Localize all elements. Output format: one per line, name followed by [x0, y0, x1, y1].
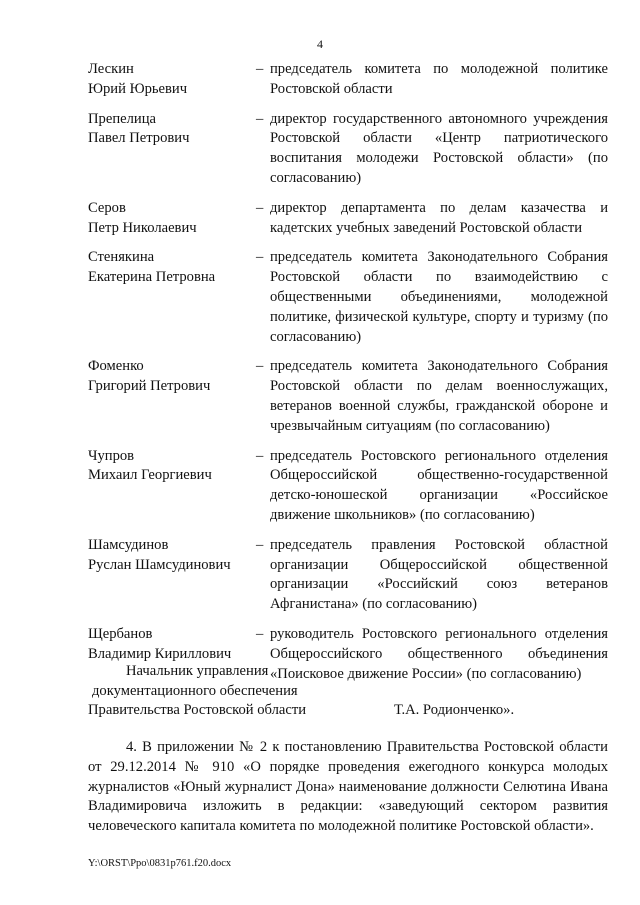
dash: – — [256, 447, 264, 464]
member-surname: Серов — [88, 199, 126, 216]
member-row — [88, 357, 608, 436]
dash: – — [256, 199, 264, 216]
member-surname: Фоменко — [88, 358, 144, 375]
signature-position-text: Правительства Ростовской области — [88, 702, 307, 718]
member-name — [88, 248, 256, 347]
member-role: председатель комитета Законодательного Собрания Ростовской области по взаимодействию с общественными объединениями, молодежной политике, физической культуре, спорту и туризму (по согласованию) — [270, 249, 608, 345]
member-role: руководитель Ростовского регионального отделения Общероссийского общественного объединения «Поисковое движение России» (по согласованию) — [270, 625, 608, 682]
member-row — [88, 60, 608, 100]
member-name — [88, 447, 256, 526]
member-surname: Стенякина — [88, 249, 155, 266]
member-role: председатель правления Ростовской областной организации Общероссийской общественной организации «Российский союз ветеранов Афганистана» (по согласованию) — [270, 536, 608, 613]
member-row — [88, 447, 608, 526]
amendment-paragraph: 4. В приложении № 2 к постановлению Правительства Ростовской области от 29.12.2014 № 910 «О порядке проведения ежегодного конкурса молодых журналистов «Юный журналист Дона» наименование должности Селютина Ивана Владимировича изложить в редакции: «заведующий сектором развития человеческого капитала комитета по молодежной политике Ростовской области». — [88, 739, 608, 835]
members-list — [88, 60, 608, 694]
signature-position-line2: документационного обеспечения — [92, 682, 298, 699]
member-surname: Чупров — [88, 447, 135, 464]
member-given-name: Петр Николаевич — [88, 219, 197, 236]
member-role: директор государственного автономного учреждения Ростовской области «Центр патриотического воспитания молодежи Ростовской области» (по согласованию) — [270, 110, 608, 186]
signature-position-line3 — [88, 701, 608, 721]
member-surname: Шамсудинов — [88, 536, 169, 553]
member-name — [88, 110, 256, 189]
member-surname: Лескин — [88, 61, 134, 77]
signature-block — [88, 662, 608, 721]
member-given-name: Екатерина Петровна — [88, 269, 216, 286]
dash: – — [256, 61, 264, 77]
signature-position-line1: Начальник управления — [126, 663, 269, 679]
page-number: 4 — [317, 37, 323, 51]
member-row — [88, 248, 608, 347]
dash: – — [256, 358, 264, 375]
member-role: директор департамента по делам казачества и кадетских учебных заведений Ростовской области — [270, 199, 608, 236]
member-row — [88, 536, 608, 615]
member-given-name: Юрий Юрьевич — [88, 80, 188, 97]
member-name — [88, 357, 256, 436]
member-given-name: Руслан Шамсудинович — [88, 556, 231, 573]
signature-name: Т.А. Родионченко». — [394, 702, 515, 718]
member-given-name: Павел Петрович — [88, 130, 190, 147]
member-name — [88, 199, 256, 239]
member-row — [88, 199, 608, 239]
member-given-name: Григорий Петрович — [88, 378, 211, 395]
member-given-name: Михаил Георгиевич — [88, 467, 212, 484]
member-name — [88, 60, 256, 100]
member-row — [88, 110, 608, 189]
member-surname: Щербанов — [88, 625, 153, 642]
member-role: председатель Ростовского регионального отделения Общероссийской общественно-государственной детско-юношеской организации «Российское движение школьников» (по согласованию) — [270, 447, 608, 523]
member-given-name: Владимир Кириллович — [88, 645, 232, 662]
member-name — [88, 536, 256, 615]
dash: – — [256, 249, 264, 266]
dash: – — [256, 536, 264, 553]
member-role: председатель комитета Законодательного Собрания Ростовской области по делам военнослужащих, ветеранов военной службы, гражданской обороне и чрезвычайным ситуациям (по согласованию) — [270, 358, 608, 434]
member-surname: Препелица — [88, 110, 156, 127]
file-path-footer: Y:\ORST\Ppo\0831p761.f20.docx — [88, 858, 232, 869]
dash: – — [256, 110, 264, 127]
member-role: председатель комитета по молодежной политике Ростовской области — [270, 61, 608, 97]
dash: – — [256, 625, 264, 642]
